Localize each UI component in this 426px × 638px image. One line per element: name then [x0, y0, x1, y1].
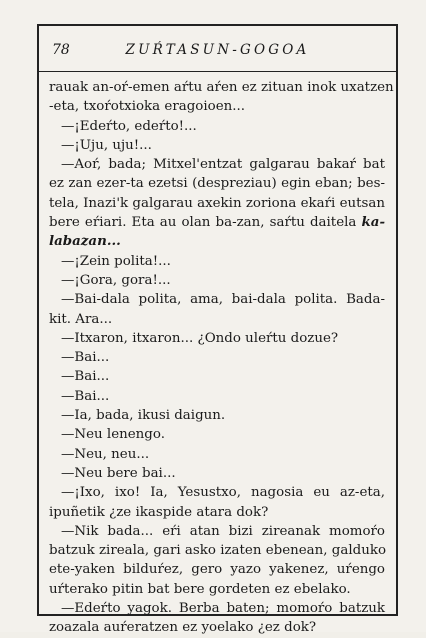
text-line: —Bai... [61, 350, 110, 366]
text-line: ez zan ezer-ta ezetsi (despreziau) egin eban; bes- [49, 176, 385, 192]
text-line: -eta, txoŕotxioka eragoioen... [49, 99, 246, 115]
text-line: —¡Zein polita!... [61, 253, 171, 269]
text-line: —¡Edeŕto, edeŕto!... [61, 118, 197, 134]
text-line: uŕterako pitin bat bere gordeten ez ebelako. [49, 581, 351, 597]
text-line: —Itxaron, itxaron... ¿Ondo uleŕtu dozue? [61, 330, 339, 346]
page-body [49, 78, 394, 638]
text-line [49, 213, 385, 232]
text-line: tela, Inazi'k galgarau axekin zoriona ekaŕi eutsan [49, 195, 385, 211]
text-line: batzuk zireala, gari asko izaten ebenean, galduko [49, 543, 387, 559]
text-line: zoazala auŕeratzen ez yoelako ¿ez dok? [49, 620, 317, 636]
emphasis-text: ka- [361, 214, 385, 231]
page-header [39, 26, 396, 72]
text-line: —Nik bada... eŕi atan bizi zireanak momoŕo [61, 523, 385, 539]
text-line: ipuñetik ¿ze ikaspide atara dok? [49, 504, 269, 520]
text-segment: bere eŕiari. Eta au olan ba-zan, saŕtu daitela [49, 215, 362, 231]
text-line: —Edeŕto yagok. Berba baten; momoŕo batzuk [61, 601, 385, 617]
page-number: 78 [52, 42, 70, 58]
text-line: rauak an-oŕ-emen aŕtu aŕen ez zituan inok uxatzen [49, 80, 394, 95]
text-line: —Ia, bada, ikusi daigun. [61, 408, 226, 424]
running-title: ZUŔTASUN-GOGOA [125, 42, 310, 58]
text-line: —Bai-dala polita, ama, bai-dala polita. Bada- [61, 292, 385, 308]
text-line [49, 232, 385, 251]
text-line: —Aoŕ, bada; Mitxel'entzat galgarau bakaŕ bat [61, 157, 385, 173]
text-line: —¡Uju, uju!... [61, 137, 152, 153]
text-line: —Neu, neu... [61, 446, 150, 462]
text-line: —Bai... [61, 369, 110, 385]
text-line: —Neu lenengo. [61, 427, 165, 443]
text-line: —¡Ixo, ixo! Ia, Yesustxo, nagosia eu az-eta, [61, 485, 385, 501]
text-line: kit. Ara... [49, 311, 113, 327]
text-line: —¡Gora, gora!... [61, 272, 171, 288]
text-line: —Bai... [61, 388, 110, 404]
text-line: ete-yaken bilduŕez, gero yazo yakenez, uŕengo [49, 562, 385, 578]
text-line: —Neu bere bai... [61, 465, 176, 481]
emphasis-text: labazan... [49, 233, 121, 250]
page-frame [37, 24, 398, 636]
